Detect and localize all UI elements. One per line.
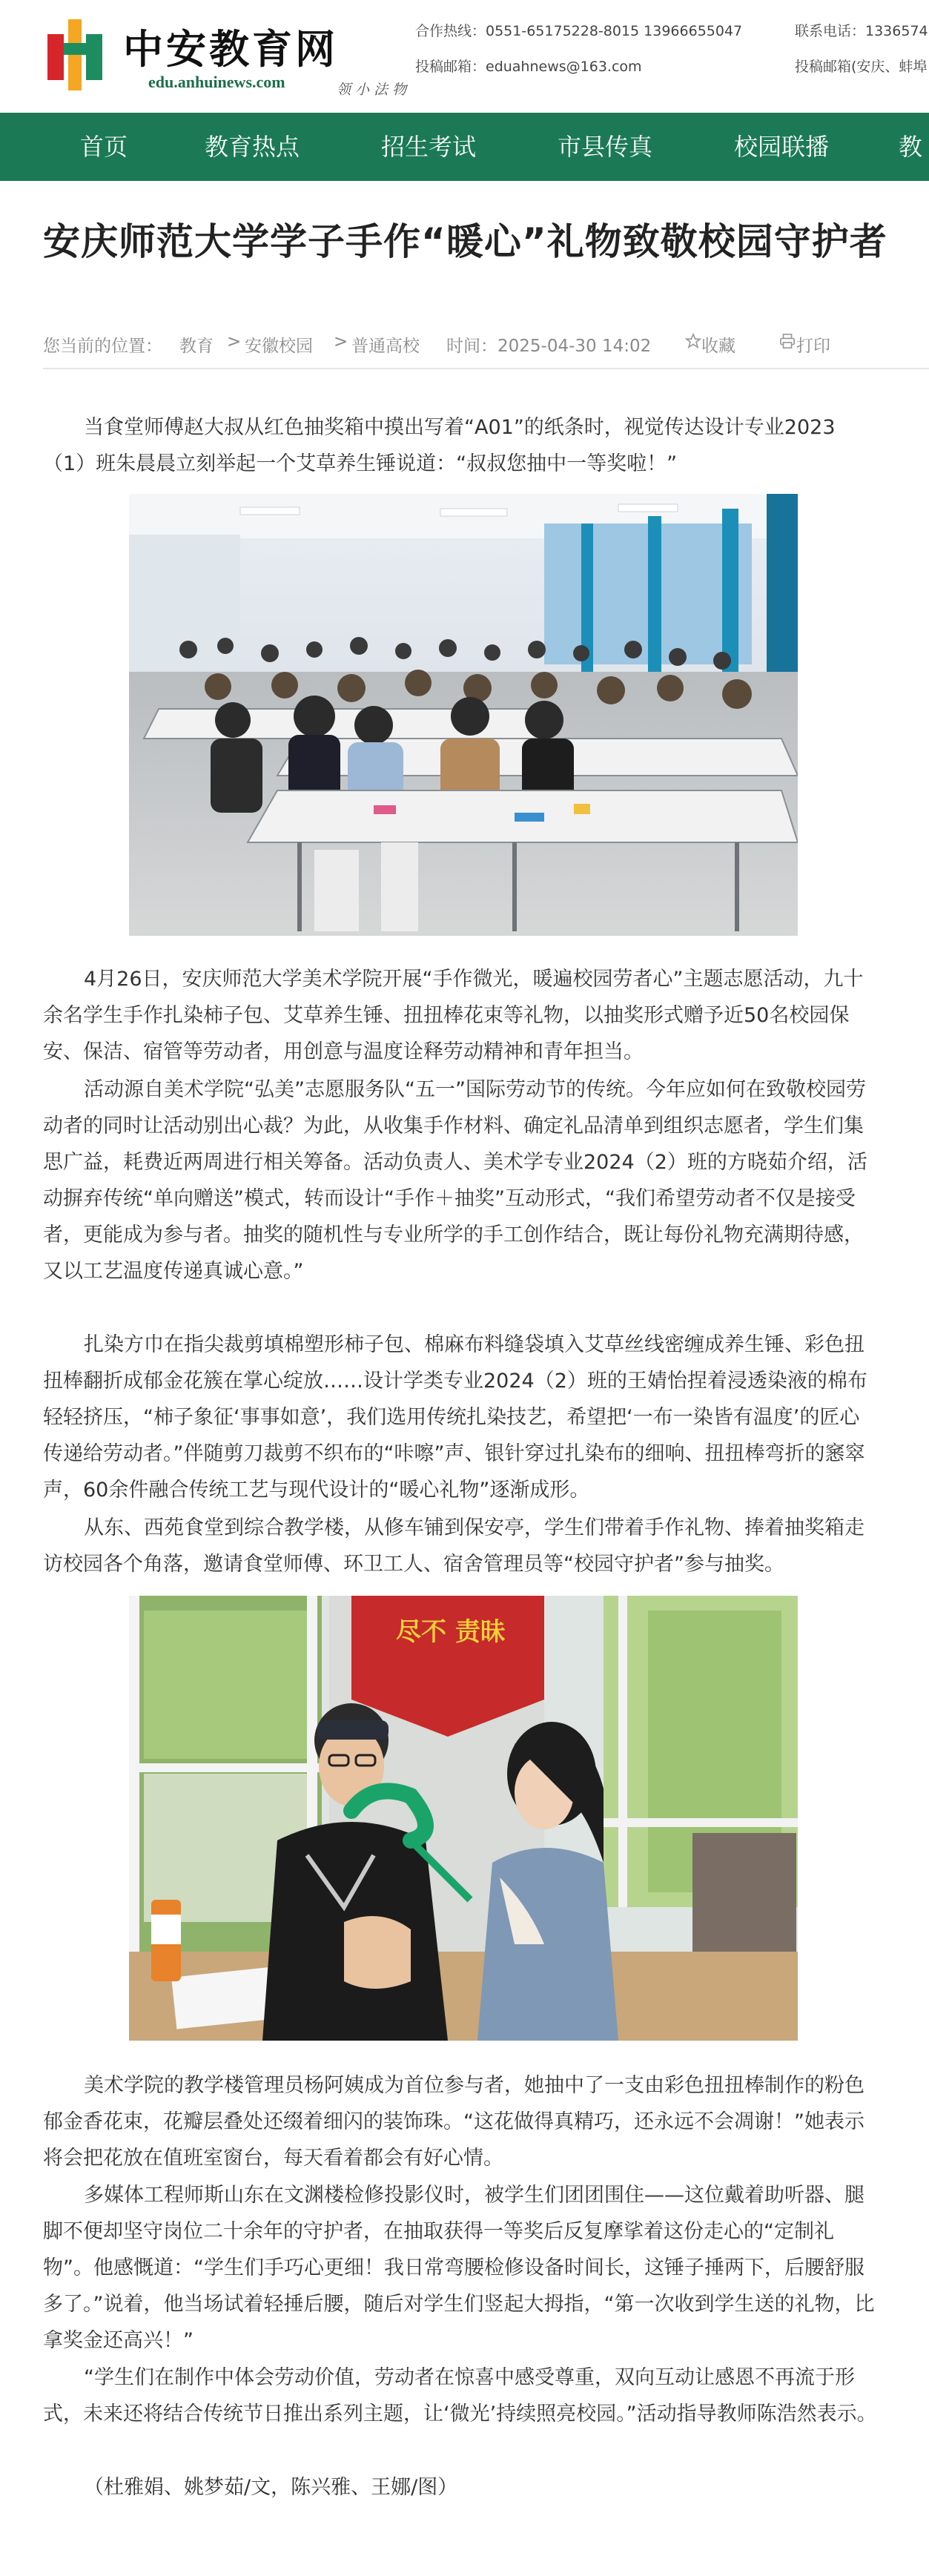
publish-time: 时间：2025-04-30 14:02 [446,337,652,356]
article-paragraph-5: 从东、西苑食堂到综合教学楼，从修车铺到保安亭，学生们带着手作礼物、捧着抽奖箱走访校园各个角落，邀请食堂师傅、环卫工人、宿舍管理员等“校园守护者”参与抽奖。 [43,1516,864,1576]
article-paragraph-2: 4月26日，安庆师范大学美术学院开展“手作微光，暖遍校园劳者心”主题志愿活动，九十余名学生手作扎染柿子包、艾草养生锤、扭扭棒花束等礼物，以抽奖形式赠予近50名校园保安、保洁、宿管等劳动者，用创意与温度诠释劳动精神和青年担当。 [43,968,864,1063]
article-title: 安庆师范大学学子手作“暖心”礼物致敬校园守护者 [43,220,887,263]
hotline-text: 合作热线：0551-65175228-8015 13966655047 [415,23,743,39]
breadcrumb-education[interactable]: 教育 [179,337,214,356]
header-contact-right [795,13,928,85]
nav-education-hot[interactable]: 教育热点 [204,133,300,161]
contact-email-text: 投稿邮箱(安庆、蚌埠 [795,59,928,75]
banner-text: 尽不 责昧 [396,1617,506,1647]
main-nav [0,113,929,181]
nav-home[interactable]: 首页 [79,133,128,161]
site-signature: 领 小 法 物 [337,82,407,98]
contact-phone-text: 联系电话：1336574 [795,23,928,39]
article-credits: （杜雅娟、姚梦茹/文，陈兴雅、王娜/图） [84,2476,458,2499]
classroom-photo-image [129,494,798,936]
article-photo-lottery [129,1596,798,2041]
star-icon [685,333,701,349]
nav-more[interactable]: 教 [899,133,923,161]
article-paragraph-7: 多媒体工程师斯山东在文渊楼检修投影仪时，被学生们团团围住——这位戴着助听器、腿脚不便却坚守岗位二十余年的守护者，在抽取获得一等奖后反复摩挲着这份走心的“定制礼物”。他感慨道：“学生们手巧心更细！我日常弯腰检修设备时间长，这锤子捶两下，后腰舒服多了。”说着，他当场试着轻捶后腰，随后对学生们竖起大拇指，“第一次收到学生送的礼物，比拿奖金还高兴！” [43,2184,875,2352]
site-logo[interactable] [46,15,407,100]
lottery-photo-image [129,1596,798,2041]
print-label: 打印 [796,337,830,356]
logo-mark-icon [46,19,111,86]
breadcrumb-universities[interactable]: 普通高校 [351,337,420,356]
site-name: 中安教育网 [123,25,338,73]
article-paragraph-1: 当食堂师傅赵大叔从红色抽奖箱中摸出写着“A01”的纸条时，视觉传达设计专业2023（1）班朱晨晨立刻举起一个艾草养生锤说道：“叔叔您抽中一等奖啦！” [43,416,836,475]
email-text: 投稿邮箱：eduahnews@163.com [415,59,642,75]
nav-county-news[interactable]: 市县传真 [557,133,652,161]
meta-divider [43,368,929,369]
header-contact-left [415,13,742,85]
favorite-label: 收藏 [701,337,735,356]
nav-campus-broadcast[interactable]: 校园联播 [733,133,829,161]
article-photo-classroom [129,494,798,936]
breadcrumb-label: 您当前的位置： [43,337,162,356]
article-paragraph-3: 活动源自美术学院“弘美”志愿服务队“五一”国际劳动节的传统。今年应如何在致敬校园劳动者的同时让活动别出心裁？为此，从收集手作材料、确定礼品清单到组织志愿者，学生们集思广益，耗费近两周进行相关筹备。活动负责人、美术学专业2024（2）班的方晓茹介绍，活动摒弃传统“单向赠送”模式，转而设计“手作＋抽奖”互动形式，“我们希望劳动者不仅是接受者，更能成为参与者。抽奖的随机性与专业所学的手工创作结合，既让每份礼物充满期待感，又以工艺温度传递真诚心意。” [43,1078,867,1283]
article-paragraph-4: 扎染方巾在指尖裁剪填棉塑形柿子包、棉麻布料缝袋填入艾草丝线密缠成养生锤、彩色扭扭棒翻折成郁金花簇在掌心绽放……设计学类专业2024（2）班的王婧怡捏着浸透染液的棉布轻轻挤压，“柿子象征‘事事如意’，我们选用传统扎染技艺，希望把‘一布一染皆有温度’的匠心传递给劳动者。”伴随剪刀裁剪不织布的“咔嚓”声、银针穿过扎染布的细响、扭扭棒弯折的窸窣声，60余件融合传统工艺与现代设计的“暖心礼物”逐渐成形。 [43,1333,867,1502]
nav-admissions[interactable]: 招生考试 [380,133,476,161]
site-header [0,0,929,113]
favorite-button[interactable] [685,332,735,356]
breadcrumb-sep: > [227,332,242,351]
breadcrumb-anhui-campus[interactable]: 安徽校园 [245,337,313,356]
breadcrumb-sep: > [334,332,348,351]
print-button[interactable] [778,332,830,356]
site-url: edu.anhuinews.com [148,73,285,91]
print-icon [778,333,796,349]
article-paragraph-6: 美术学院的教学楼管理员杨阿姨成为首位参与者，她抽中了一支由彩色扭扭棒制作的粉色郁金香花束，花瓣层叠处还缀着细闪的装饰珠。“这花做得真精巧，还永远不会凋谢！”她表示将会把花放在值班室窗台，每天看着都会有好心情。 [43,2074,864,2170]
article-paragraph-8: “学生们在制作中体会劳动价值，劳动者在惊喜中感受尊重，双向互动让感恩不再流于形式，未来还将结合传统节日推出系列主题，让‘微光’持续照亮校园。”活动指导教师陈浩然表示。 [43,2366,877,2425]
